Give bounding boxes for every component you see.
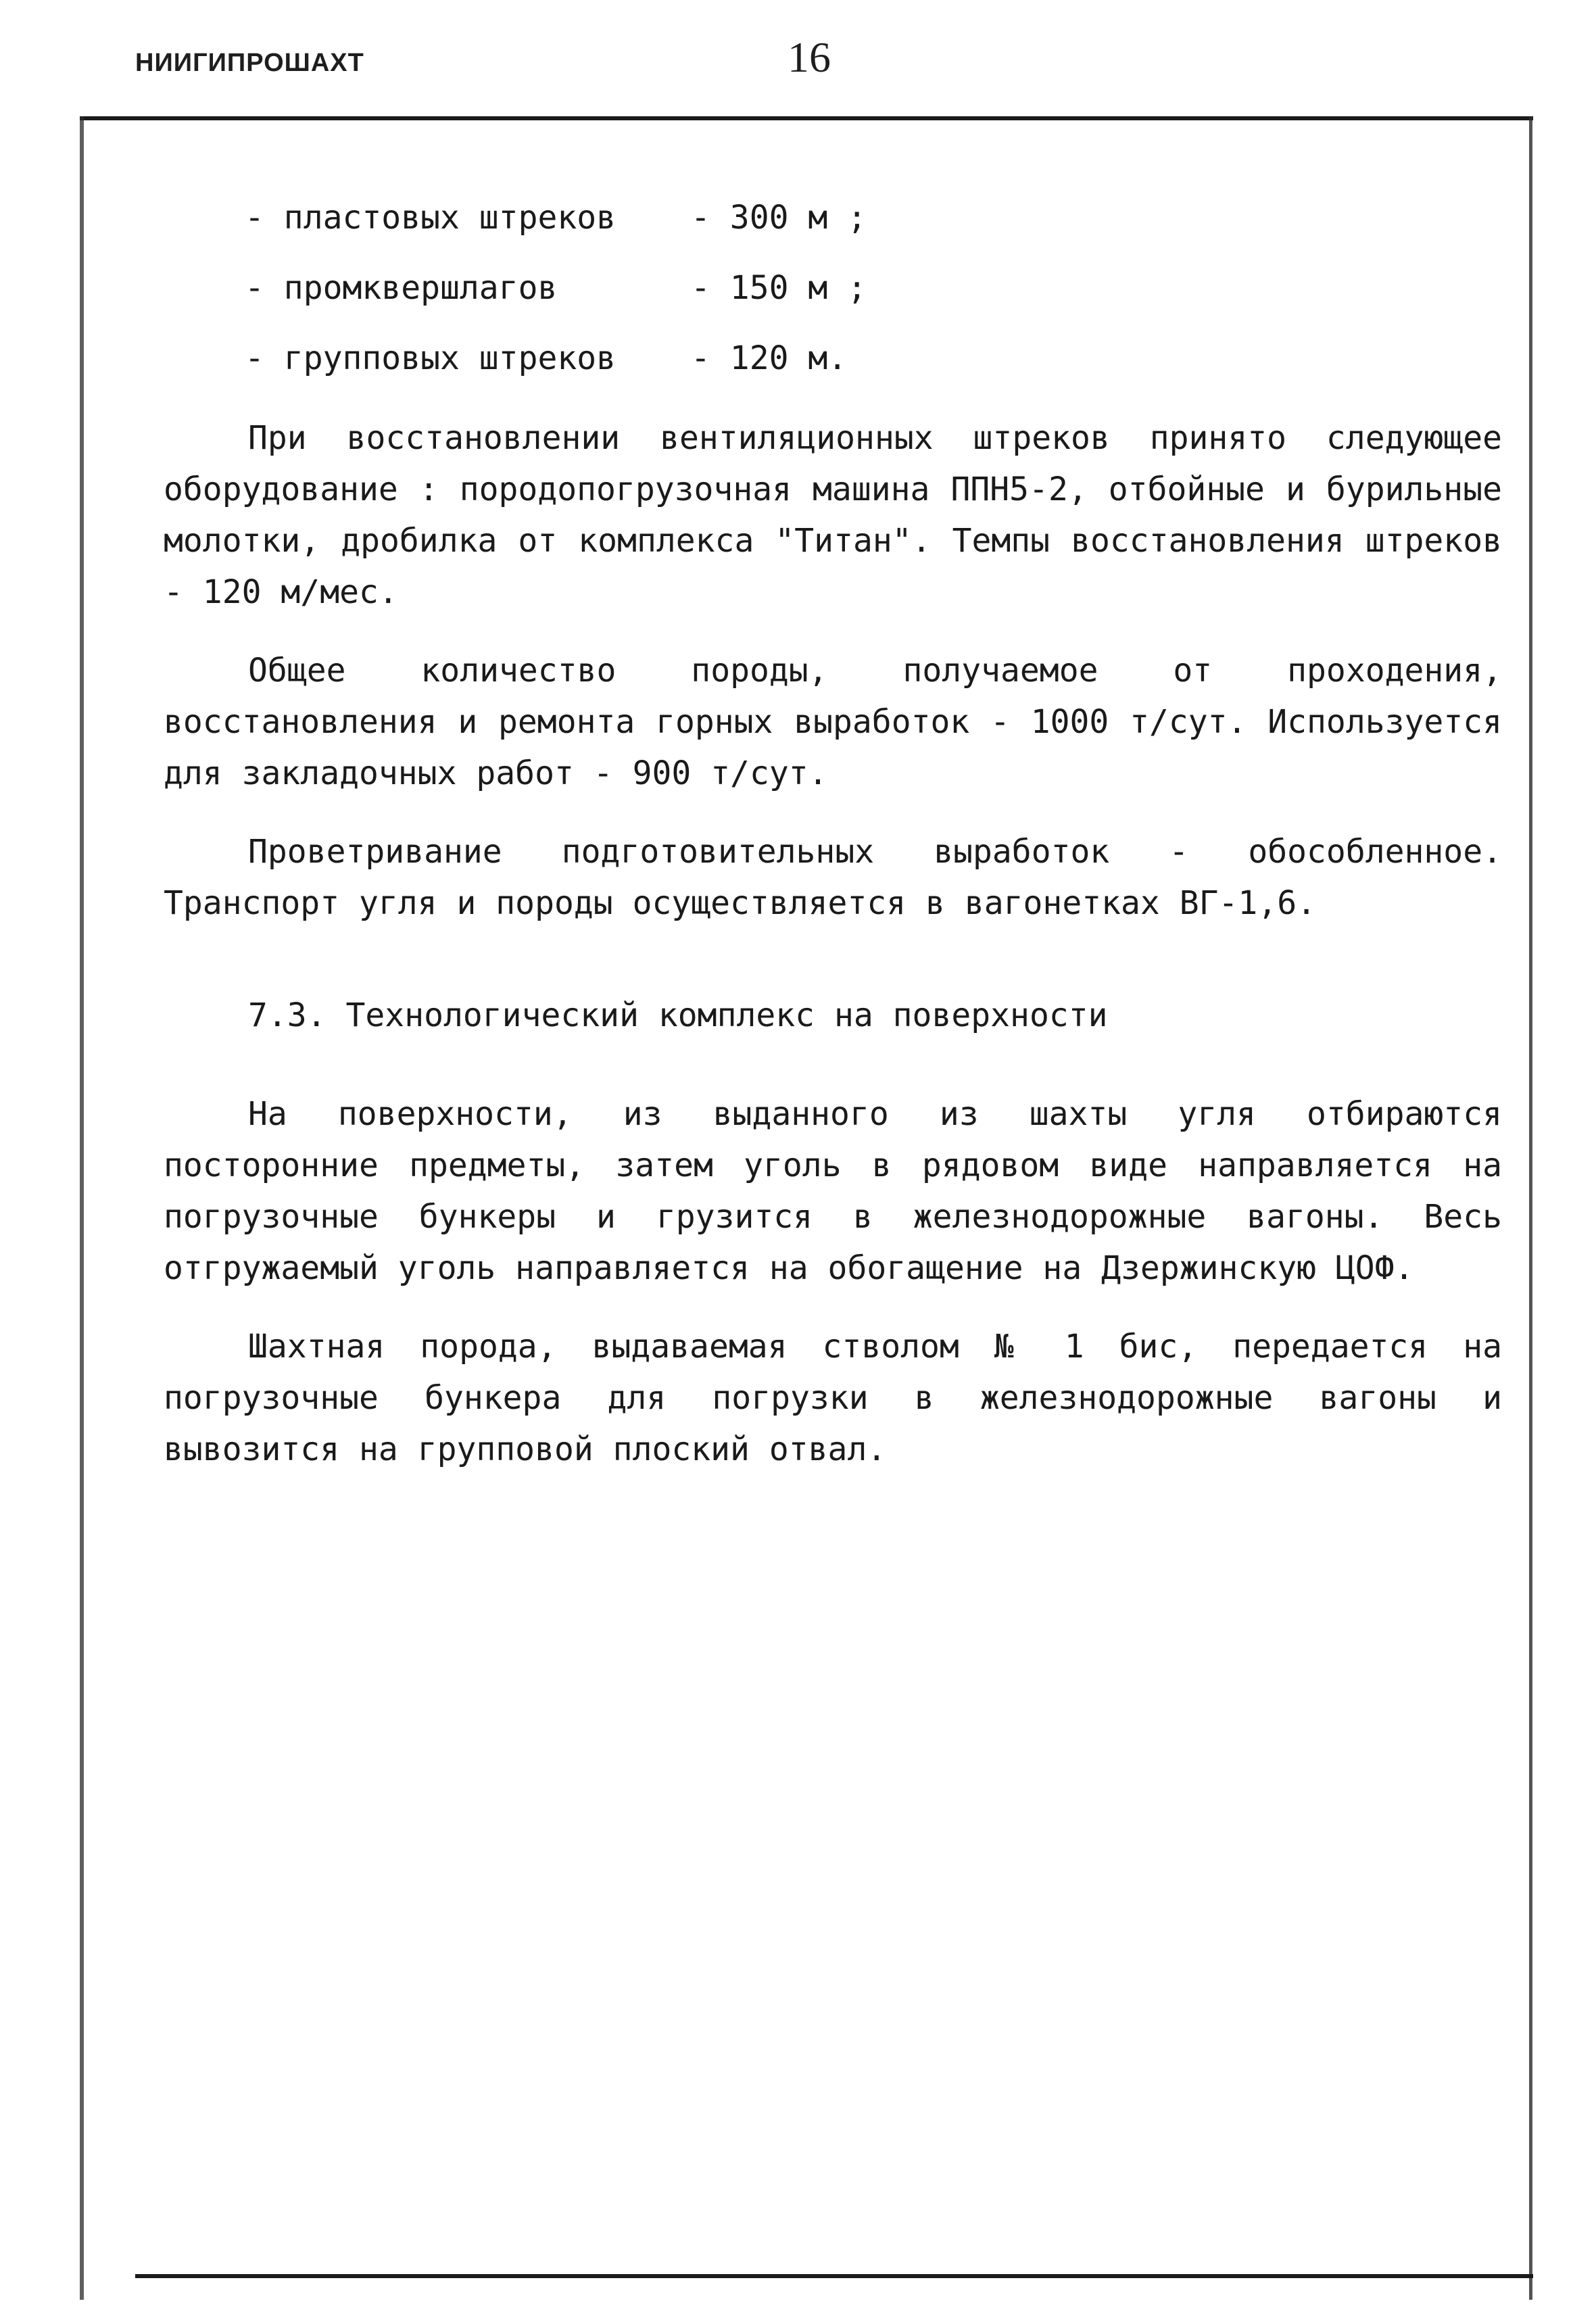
paragraph-equipment: При восстановлении вентиляционных штреков принято следующее оборудование : породопогрузочная машина ППН5-2, отбойные и бурильные молотки, дробилка от комплекса "Титан". Темпы восстановления штреков - 120 м/мес. xyxy=(164,419,1502,611)
list-item xyxy=(245,183,1502,253)
frame-top-border xyxy=(80,116,1533,120)
organization-name: НИИГИПРОШАХТ xyxy=(135,49,364,77)
list-item xyxy=(245,253,1502,323)
list-item-name: - промквершлагов xyxy=(245,269,558,307)
list-item-name: - групповых штреков xyxy=(245,339,616,377)
frame-left-border xyxy=(80,116,84,2300)
frame-right-border xyxy=(1529,116,1532,2300)
paragraph-surface-coal: На поверхности, из выданного из шахты угля отбираются посторонние предметы, затем уголь в рядовом виде направляется на погрузочные бункеры и грузится в железнодорожные вагоны. Весь отгружаемый уголь направляется на обогащение на Дзержинскую ЦОФ. xyxy=(164,1095,1502,1287)
page-header xyxy=(0,0,1596,122)
list-item xyxy=(245,323,1502,393)
paragraph-rock-amount: Общее количество породы, получаемое от проходения, восстановления и ремонта горных выработок - 1000 т/сут. Используется для закладочных работ - 900 т/сут. xyxy=(164,652,1502,792)
frame-bottom-border xyxy=(135,2274,1533,2278)
page-number: 16 xyxy=(788,33,831,81)
list-item-name: - пластовых штреков xyxy=(245,199,616,237)
drift-length-list xyxy=(164,183,1502,393)
document-body xyxy=(164,183,1502,1475)
paragraph-ventilation: Проветривание подготовительных выработок - обособленное. Транспорт угля и породы осуществляется в вагонетках ВГ-1,6. xyxy=(164,833,1502,922)
list-item-value: - 300 м ; xyxy=(691,199,867,237)
list-item-value: - 120 м. xyxy=(691,339,848,377)
list-item-value: - 150 м ; xyxy=(691,269,867,307)
section-heading: 7.3. Технологический комплекс на поверхности xyxy=(248,996,1108,1034)
paragraph-surface-rock: Шахтная порода, выдаваемая стволом № 1 бис, передается на погрузочные бункера для погрузки в железнодорожные вагоны и вывозится на групповой плоский отвал. xyxy=(164,1328,1502,1468)
